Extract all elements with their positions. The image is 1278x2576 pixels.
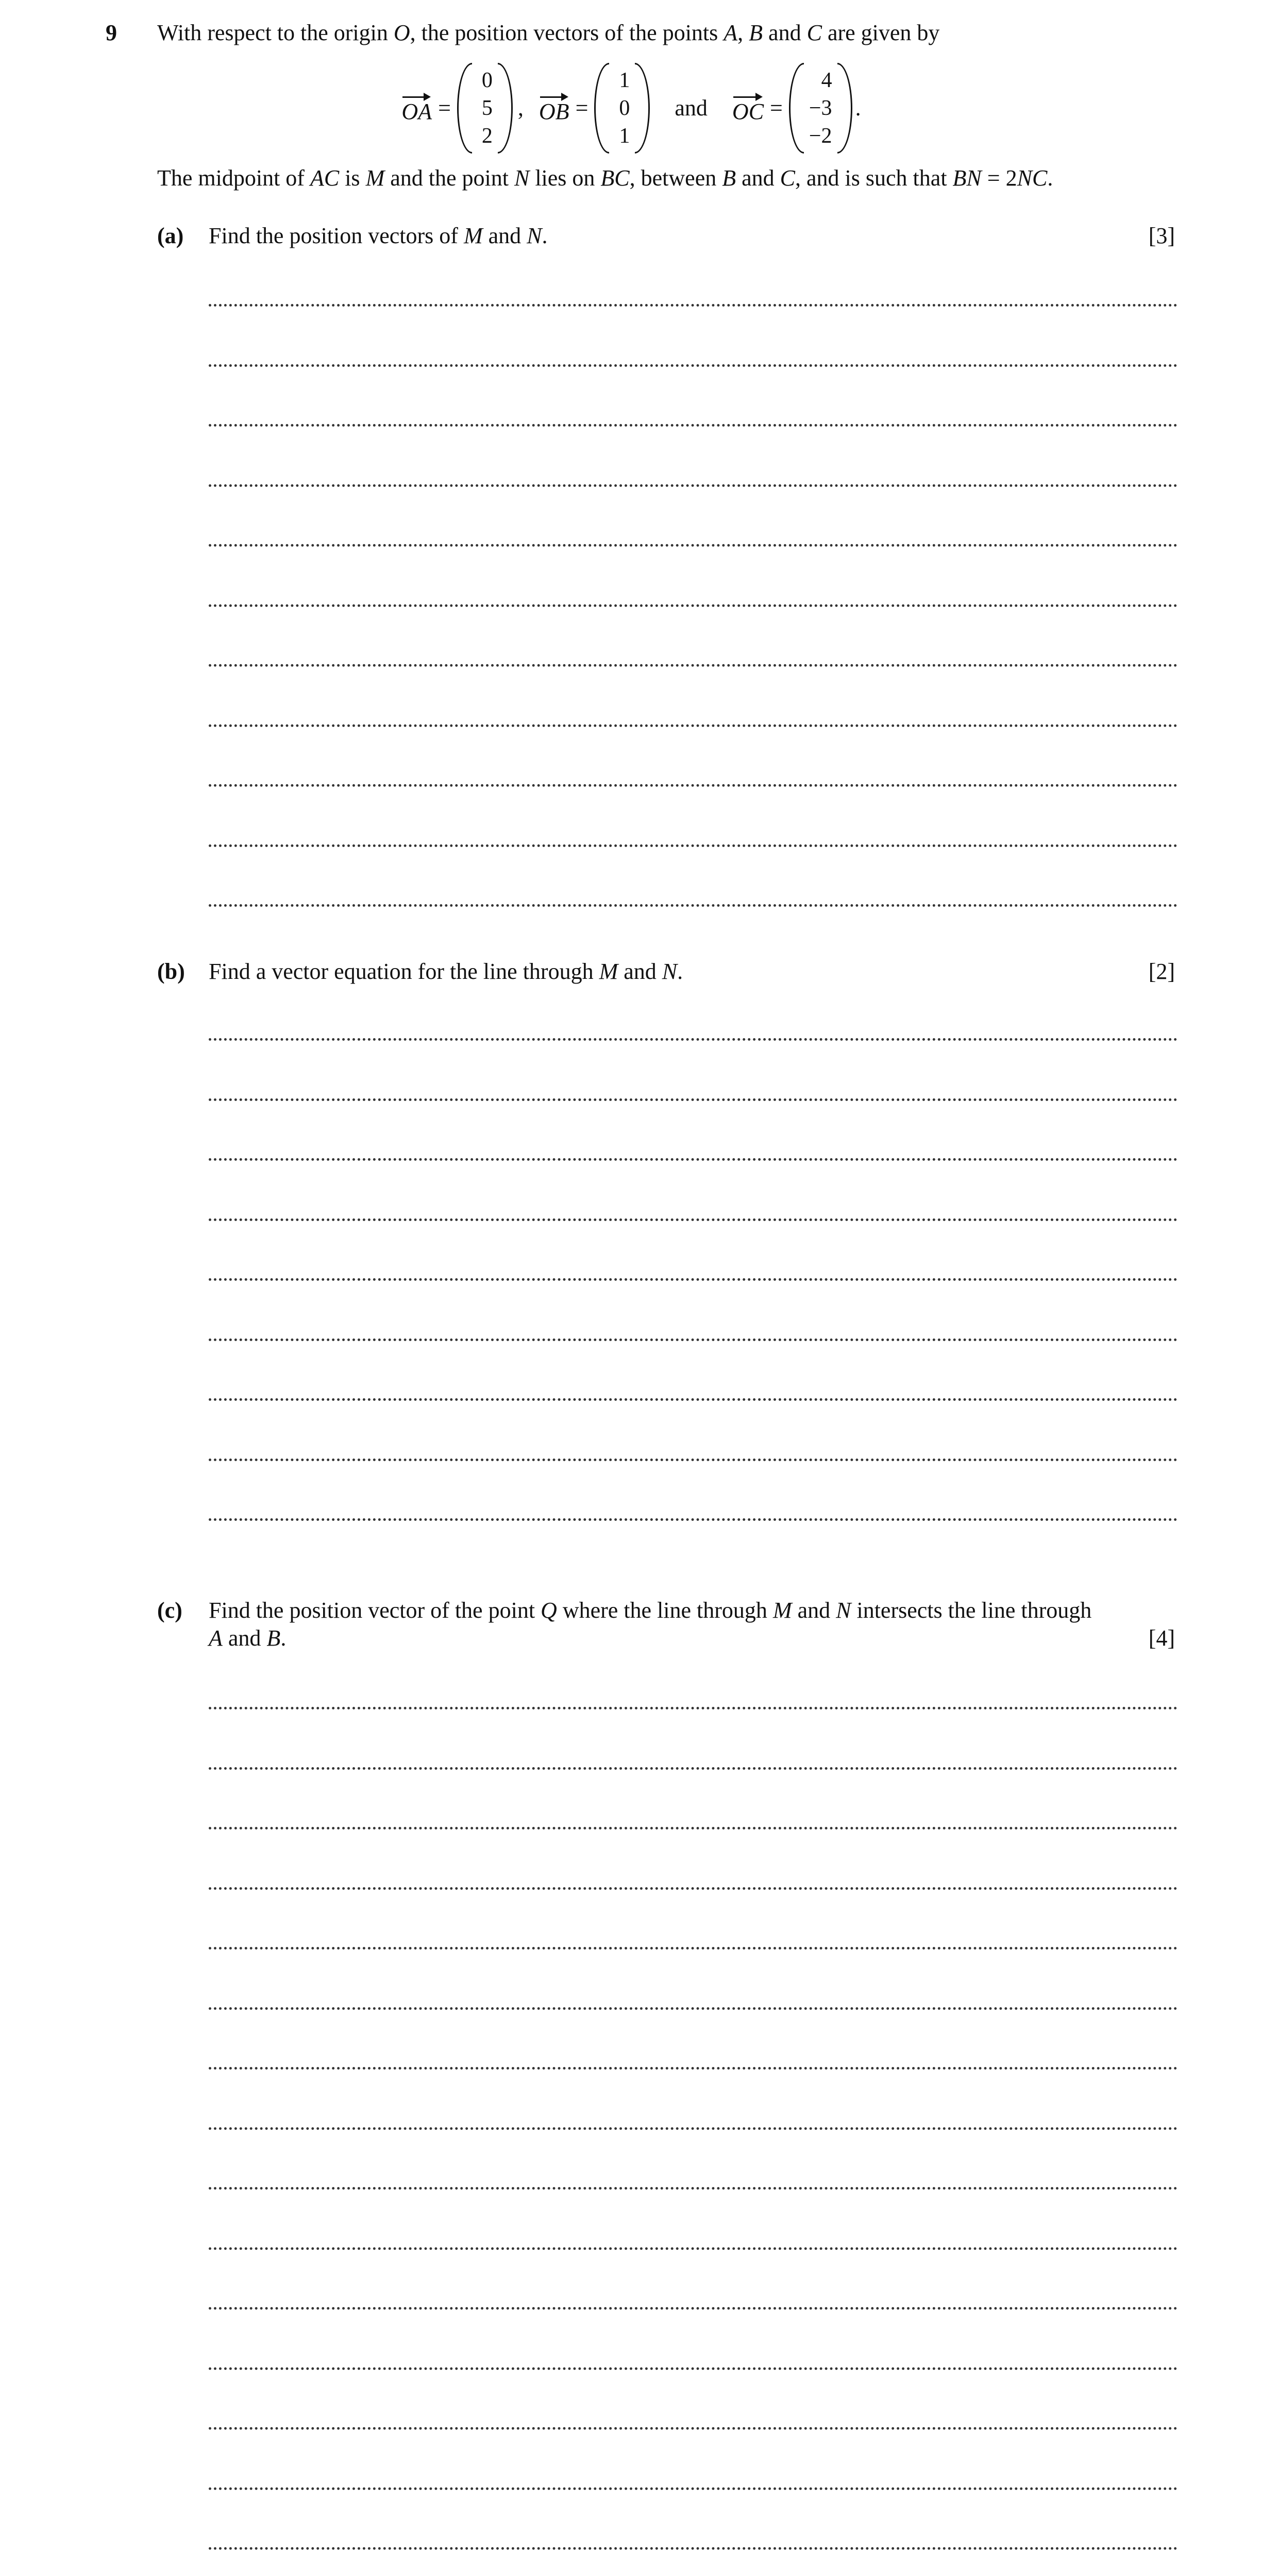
answer-line[interactable] <box>209 2067 1178 2070</box>
answer-line[interactable] <box>209 904 1178 907</box>
part-a-text: Find the position vectors of M and N. <box>209 223 548 248</box>
part-b-label: (b) <box>157 959 185 984</box>
part-a-marks: [3] <box>1148 223 1175 248</box>
question-number: 9 <box>106 20 117 45</box>
part-c-marks: [4] <box>1148 1625 1175 1651</box>
vector-oc-column: 4 −3 −2 <box>789 63 852 154</box>
vector-ob-name: OB <box>539 91 569 126</box>
answer-line[interactable] <box>209 2187 1178 2190</box>
vector-oa-column: 0 5 2 <box>457 63 513 154</box>
vector-oc: OC = 4 −3 −2 . <box>732 63 877 154</box>
midpoint-statement: The midpoint of AC is M and the point N lies on BC, between B and C, and is such that BN = 2NC. <box>157 165 1053 191</box>
answer-line[interactable] <box>209 364 1178 367</box>
answer-line[interactable] <box>209 2307 1178 2310</box>
answer-line[interactable] <box>209 1518 1178 1521</box>
vector-oc-name: OC <box>732 91 764 126</box>
answer-line[interactable] <box>209 2487 1178 2490</box>
answer-line[interactable] <box>209 1218 1178 1221</box>
answer-line[interactable] <box>209 784 1178 787</box>
answer-line[interactable] <box>209 2427 1178 2430</box>
answer-line[interactable] <box>209 2127 1178 2130</box>
answer-line[interactable] <box>209 2247 1178 2250</box>
answer-line[interactable] <box>209 2007 1178 2010</box>
answer-line[interactable] <box>209 724 1178 727</box>
answer-line[interactable] <box>209 1767 1178 1770</box>
answer-line[interactable] <box>209 1278 1178 1281</box>
answer-line[interactable] <box>209 1827 1178 1829</box>
answer-line[interactable] <box>209 304 1178 307</box>
answer-line[interactable] <box>209 1887 1178 1890</box>
answer-line[interactable] <box>209 2547 1178 2550</box>
answer-line[interactable] <box>209 1707 1178 1709</box>
answer-line[interactable] <box>209 484 1178 487</box>
answer-line[interactable] <box>209 604 1178 607</box>
answer-line[interactable] <box>209 1338 1178 1341</box>
answer-line[interactable] <box>209 424 1178 427</box>
answer-line[interactable] <box>209 2367 1178 2370</box>
part-c-text-line2: A and B. <box>209 1625 287 1651</box>
question-stem: With respect to the origin O, the position vectors of the points A, B and C are given by <box>157 20 940 45</box>
answer-line[interactable] <box>209 664 1178 667</box>
vector-ob: OB = 1 0 1 <box>539 63 650 154</box>
part-c-text: Find the position vector of the point Q where the line through M and N intersects the line through <box>209 1598 1092 1623</box>
answer-line[interactable] <box>209 1098 1178 1101</box>
and-word: and <box>675 95 708 121</box>
part-c-label: (c) <box>157 1598 182 1623</box>
vector-oa-name: OA <box>401 91 432 126</box>
answer-line[interactable] <box>209 844 1178 847</box>
vector-definitions <box>0 59 1278 157</box>
part-a-label: (a) <box>157 223 184 248</box>
answer-line[interactable] <box>209 1158 1178 1161</box>
vector-ob-column: 1 0 1 <box>594 63 650 154</box>
part-b-marks: [2] <box>1148 959 1175 984</box>
answer-line[interactable] <box>209 544 1178 547</box>
answer-line[interactable] <box>209 1459 1178 1461</box>
answer-line[interactable] <box>209 1398 1178 1401</box>
answer-line[interactable] <box>209 1947 1178 1950</box>
vector-oa: OA = 0 5 2 , <box>401 63 539 154</box>
answer-line[interactable] <box>209 1038 1178 1041</box>
part-b-text: Find a vector equation for the line through M and N. <box>209 959 683 984</box>
